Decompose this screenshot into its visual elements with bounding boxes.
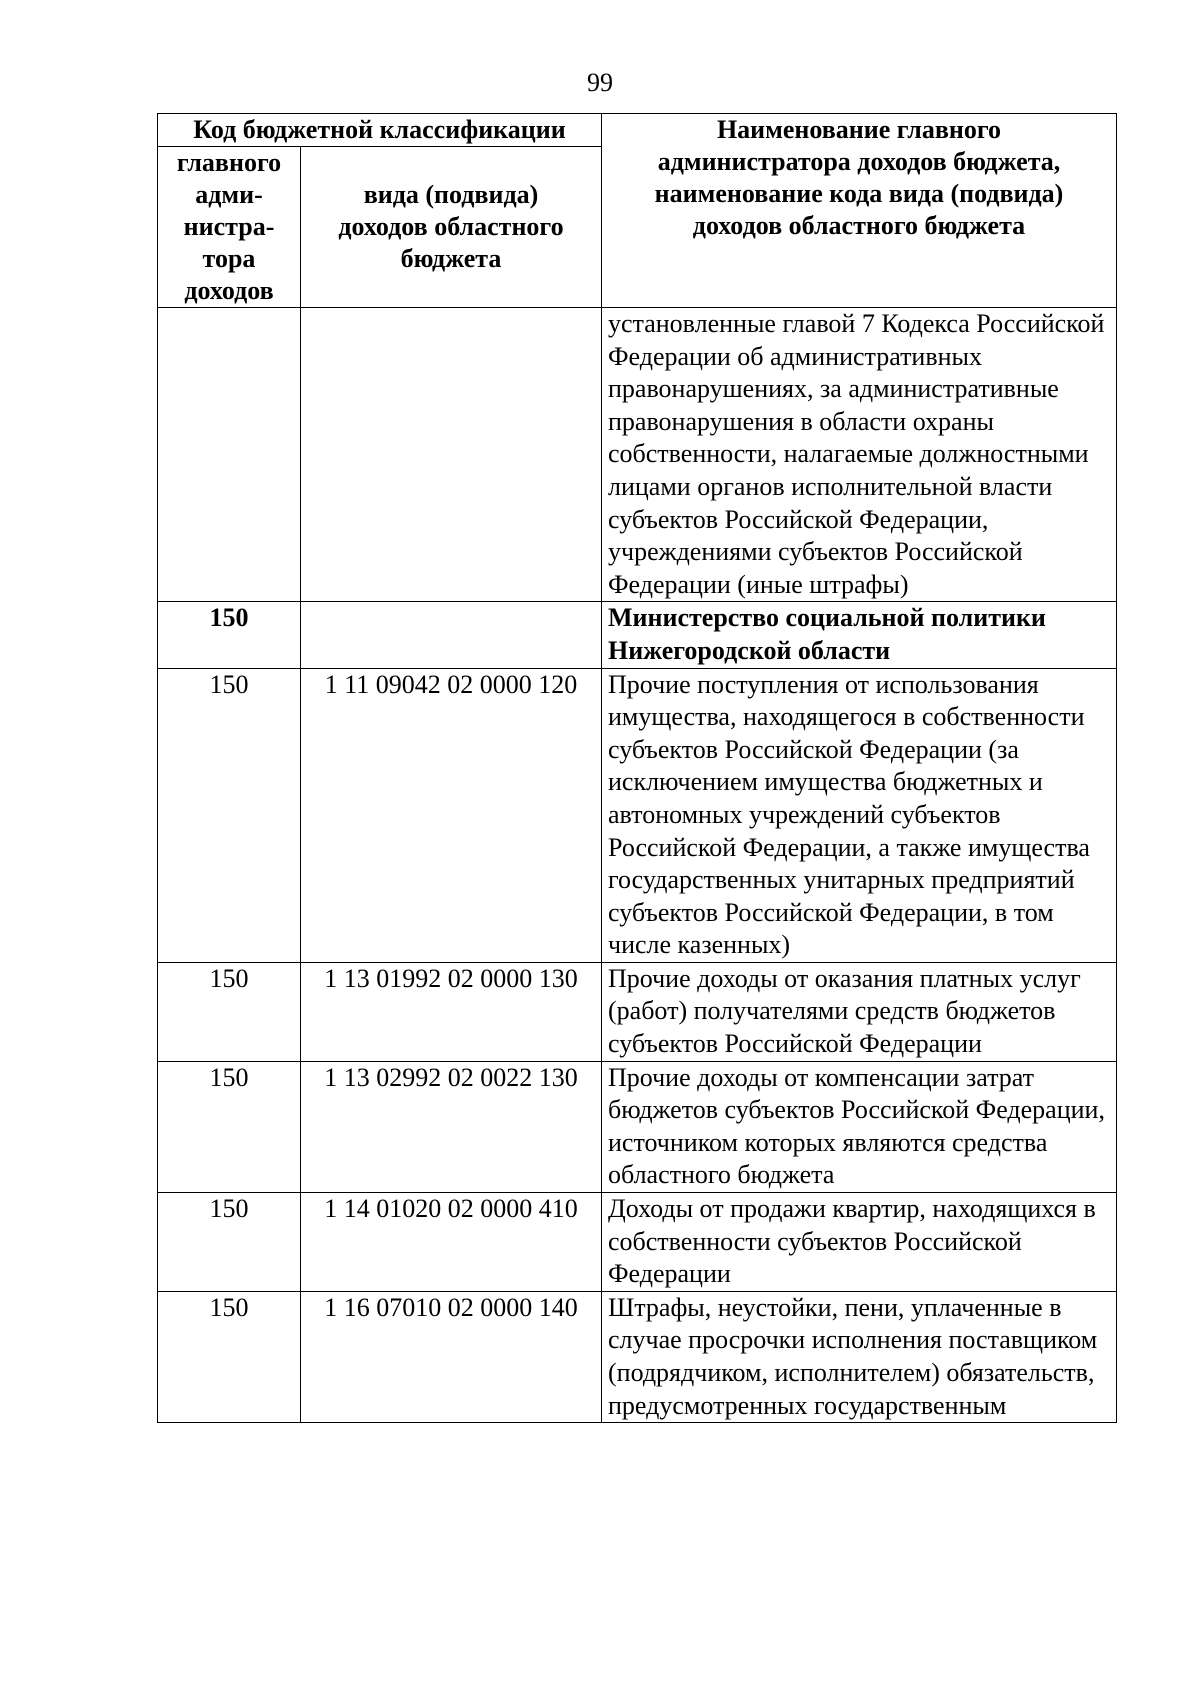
page-number: 99 bbox=[587, 68, 613, 97]
revenue-code-cell: 1 16 07010 02 0000 140 bbox=[301, 1291, 602, 1422]
revenue-name-cell: Штрафы, неустойки, пени, уплаченные в случае просрочки исполнения поставщиком (подрядчиком, исполнителем) обязательств, предусмотренных государственным bbox=[602, 1291, 1117, 1422]
header-name-line: доходов областного бюджета bbox=[692, 211, 1026, 240]
revenue-name-cell: Доходы от продажи квартир, находящихся в собственности субъектов Российской Федерации bbox=[602, 1193, 1117, 1292]
admin-code-cell bbox=[158, 308, 301, 602]
revenue-code-cell bbox=[301, 602, 602, 668]
admin-code-cell: 150 bbox=[158, 1193, 301, 1292]
revenue-code-cell: 1 14 01020 02 0000 410 bbox=[301, 1193, 602, 1292]
table-row bbox=[158, 668, 1117, 962]
admin-code-cell: 150 bbox=[158, 1061, 301, 1192]
administrator-name-cell: Министерство социальной политики Нижегородской области bbox=[602, 602, 1117, 668]
header-name-column bbox=[602, 114, 1117, 308]
table-row bbox=[158, 1291, 1117, 1422]
header-name-line: Наименование главного bbox=[716, 115, 1002, 144]
header-code-column bbox=[301, 147, 602, 308]
revenue-name-cell: установленные главой 7 Кодекса Российской Федерации об административных правонарушениях, за административные правонарушения в области охраны собственности, налагаемые должностными лицами органов исполнительной власти субъектов Российской Федерации, учреждениями субъектов Российской Федерации (иные штрафы) bbox=[602, 308, 1117, 602]
header-code-line: вида (подвида) bbox=[363, 180, 539, 209]
header-name-line: администратора доходов бюджета, bbox=[657, 147, 1061, 176]
revenue-code-cell: 1 13 01992 02 0000 130 bbox=[301, 962, 602, 1061]
table-row bbox=[158, 308, 1117, 602]
table-row bbox=[158, 1193, 1117, 1292]
table-row-ministry bbox=[158, 602, 1117, 668]
header-code-line: бюджета bbox=[400, 244, 502, 273]
admin-code-cell: 150 bbox=[158, 668, 301, 962]
header-budget-code-group: Код бюджетной классификации bbox=[158, 114, 602, 147]
header-admin-column bbox=[158, 147, 301, 308]
revenue-code-cell: 1 11 09042 02 0000 120 bbox=[301, 668, 602, 962]
admin-code-cell: 150 bbox=[158, 1291, 301, 1422]
revenue-name-cell: Прочие доходы от компенсации затрат бюджетов субъектов Российской Федерации, источником которых являются средства областного бюджета bbox=[602, 1061, 1117, 1192]
header-admin-line: нистра- bbox=[183, 212, 275, 241]
header-admin-line: адми- bbox=[195, 180, 263, 209]
revenue-code-cell: 1 13 02992 02 0022 130 bbox=[301, 1061, 602, 1192]
admin-code-cell: 150 bbox=[158, 962, 301, 1061]
table-row bbox=[158, 1061, 1117, 1192]
header-code-line: доходов областного bbox=[338, 212, 564, 241]
header-name-line: наименование кода вида (подвида) bbox=[654, 179, 1064, 208]
revenue-code-cell bbox=[301, 308, 602, 602]
header-admin-line: тора bbox=[202, 244, 256, 273]
header-admin-line: доходов bbox=[184, 276, 274, 305]
admin-code-cell: 150 bbox=[158, 602, 301, 668]
table-row bbox=[158, 962, 1117, 1061]
header-admin-line: главного bbox=[176, 148, 282, 177]
revenue-name-cell: Прочие поступления от использования имущества, находящегося в собственности субъектов Российской Федерации (за исключением имущества бюджетных и автономных учреждений субъектов Российской Федерации, а также имущества государственных унитарных предприятий субъектов Российской Федерации, в том числе казенных) bbox=[602, 668, 1117, 962]
revenue-name-cell: Прочие доходы от оказания платных услуг (работ) получателями средств бюджетов субъектов Российской Федерации bbox=[602, 962, 1117, 1061]
budget-classification-table bbox=[157, 113, 1117, 1423]
